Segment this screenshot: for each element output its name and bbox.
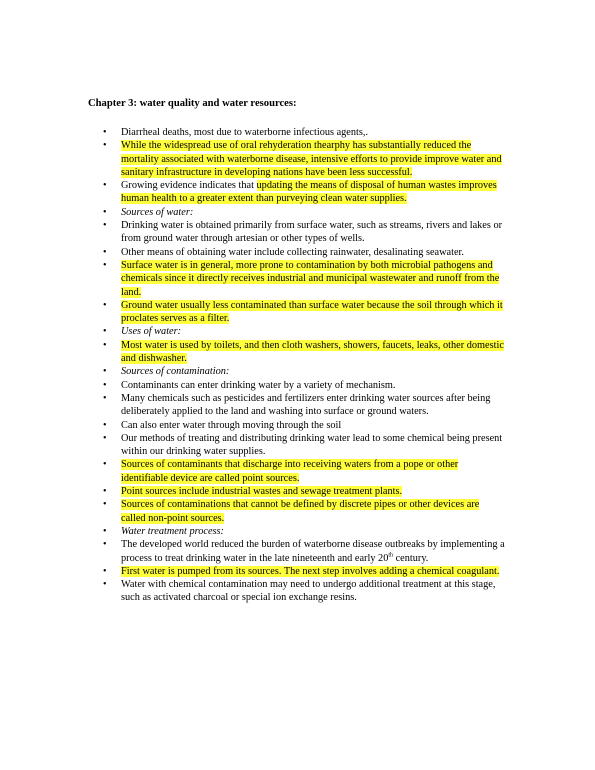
item-text: Sources of water: xyxy=(121,206,194,218)
list-item-text xyxy=(121,393,490,417)
superscript: th xyxy=(388,552,394,559)
list-item xyxy=(0,392,506,419)
list-item xyxy=(0,179,506,206)
highlighted-text: While the widespread use of oral rehyderation thearphy has substantially reduced the mortality associated with waterborne disease, intensive efforts to provide improve water and sanitary infrastructure in developing nations have been less successful. xyxy=(121,140,502,178)
list-item xyxy=(0,339,506,366)
chapter-title: Chapter 3: water quality and water resources: xyxy=(88,98,297,109)
highlighted-text: Point sources include industrial wastes and sewage treatment plants. xyxy=(121,486,403,498)
list-item xyxy=(0,139,506,179)
item-text: Our methods of treating and distributing drinking water lead to some chemical being present within our drinking water supplies. xyxy=(121,432,503,458)
item-text: Diarrheal deaths, most due to waterborne infectious agents,. xyxy=(121,127,369,138)
item-text: Water with chemical contamination may need to undergo additional treatment at this stage, such as activated charcoal or special ion exchange resins. xyxy=(121,579,496,604)
list-item xyxy=(0,299,506,326)
item-text-tail: century. xyxy=(393,552,429,564)
list-item-text xyxy=(121,180,497,204)
highlighted-text: updating the means of disposal of human wastes improves human health to a greater extent than purveying clean water supplies. xyxy=(121,180,497,205)
highlighted-text: Surface water is in general, more prone to contamination by both microbial pathogens and chemicals since it directly receives industrial and municipal wastewater and runoff from the land. xyxy=(121,259,500,298)
list-item xyxy=(0,525,506,538)
list-item-text xyxy=(121,433,502,457)
list-item-text xyxy=(121,207,193,218)
list-item xyxy=(0,246,506,259)
list-item-text xyxy=(121,247,464,258)
list-item-text xyxy=(121,260,499,298)
list-item xyxy=(0,206,506,219)
list-item-text xyxy=(121,366,229,377)
highlighted-text: Ground water usually less contaminated than surface water because the soil through which it proclates serves as a filter. xyxy=(121,299,503,325)
list-item xyxy=(0,498,506,525)
item-text: Contaminants can enter drinking water by a variety of mechanism. xyxy=(121,379,396,391)
item-text: Many chemicals such as pesticides and fertilizers enter drinking water sources after being deliberately applied to the land and washing into surface or ground waters. xyxy=(121,392,491,418)
list-item xyxy=(0,485,506,498)
list-item-text xyxy=(121,539,505,563)
list-item xyxy=(0,126,506,139)
list-item-text xyxy=(121,566,499,577)
list-item xyxy=(0,325,506,338)
list-item-text xyxy=(121,420,341,431)
list-item-text xyxy=(121,340,504,364)
highlighted-text: Sources of contaminants that discharge into receiving waters from a pope or other identifiable device are called point sources. xyxy=(121,459,459,484)
list-item-text xyxy=(121,300,503,324)
notes-list xyxy=(0,126,595,605)
list-item xyxy=(0,259,506,299)
list-item xyxy=(0,219,506,246)
list-item xyxy=(0,365,506,378)
list-item-text xyxy=(121,579,495,603)
list-item xyxy=(0,538,506,565)
list-item-text xyxy=(121,140,502,178)
item-text: Can also enter water through moving through the soil xyxy=(121,419,342,431)
list-item xyxy=(0,565,506,578)
highlighted-text: First water is pumped from its sources. The next step involves adding a chemical coagulant. xyxy=(121,565,500,577)
list-item xyxy=(0,458,506,485)
list-item xyxy=(0,379,506,392)
item-text: Uses of water: xyxy=(121,326,182,338)
highlighted-text: Sources of contaminations that cannot be defined by discrete pipes or other devices are called non-point sources. xyxy=(121,499,480,524)
highlighted-text: Most water is used by toilets, and then cloth washers, showers, faucets, leaks, other domestic and dishwasher. xyxy=(121,339,504,365)
item-text: Water treatment process: xyxy=(121,525,224,537)
list-item-text xyxy=(121,526,224,537)
list-item-text xyxy=(121,499,479,523)
list-item-text xyxy=(121,127,368,138)
list-item-text xyxy=(121,380,396,391)
item-text: Drinking water is obtained primarily from surface water, such as streams, rivers and lakes or from ground water through artesian or other types of wells. xyxy=(121,220,503,245)
list-item-text xyxy=(121,326,181,337)
list-item xyxy=(0,419,506,432)
list-item xyxy=(0,432,506,459)
item-text: Growing evidence indicates that xyxy=(121,180,257,192)
list-item xyxy=(0,578,506,605)
item-text: Sources of contamination: xyxy=(121,366,230,378)
item-text: Other means of obtaining water include collecting rainwater, desalinating seawater. xyxy=(121,246,464,258)
list-item-text xyxy=(121,486,402,497)
list-item-text xyxy=(121,220,502,244)
list-item-text xyxy=(121,459,458,483)
item-text: The developed world reduced the burden of waterborne disease outbreaks by implementing a process to treat drinking water in the late nineteenth and early 20 xyxy=(121,539,505,564)
